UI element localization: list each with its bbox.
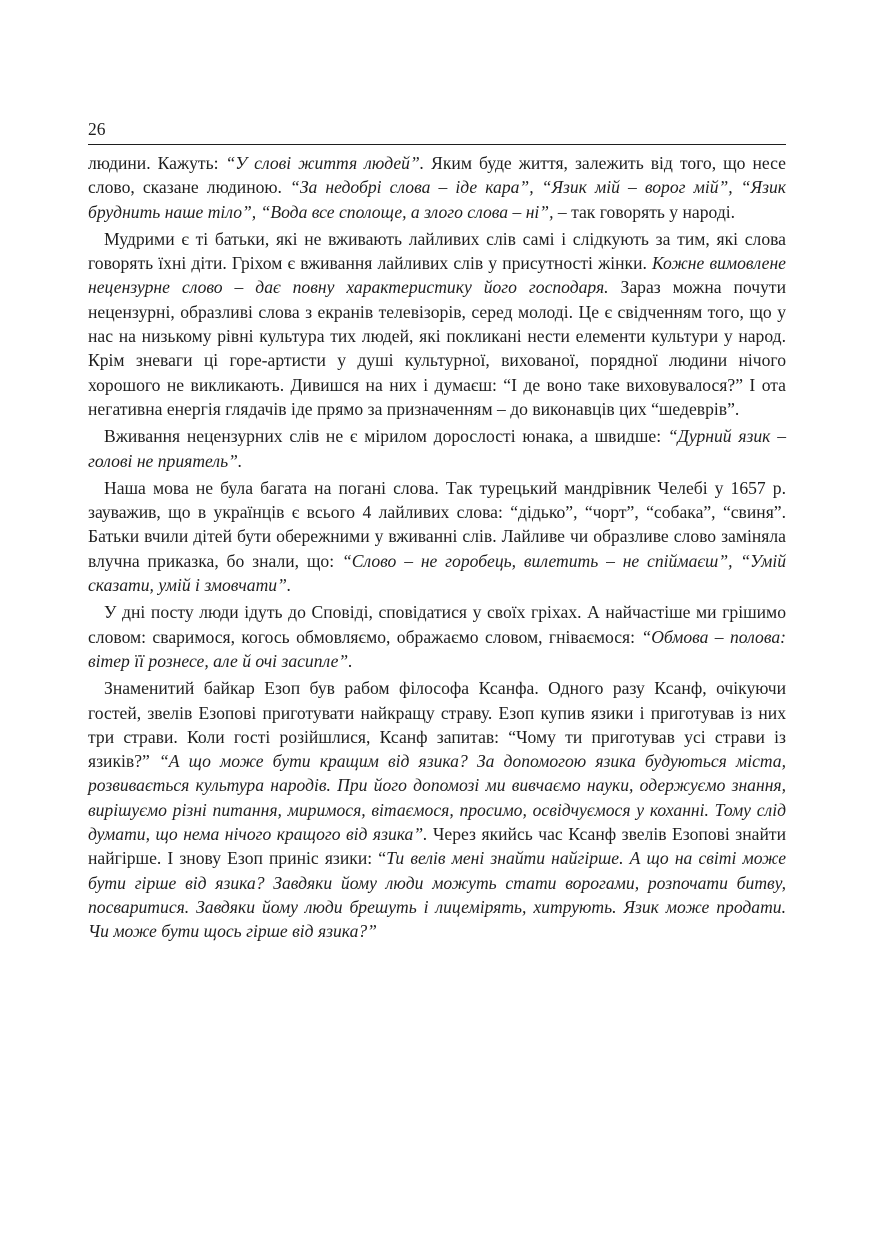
- paragraph: [88, 676, 786, 943]
- italic-quote: “Дурний язик – голові не приятель”.: [88, 426, 786, 471]
- body-text: [88, 151, 786, 944]
- paragraph: [88, 151, 786, 224]
- italic-quote: “Слово – не горобець, вилетить – не спіймаєш”, “Умій сказати, умій і змовчати”.: [88, 550, 787, 596]
- italic-quote: “У слові життя людей”.: [225, 153, 425, 173]
- text-run: Через якийсь час Ксанф звелів Езопові знайти найгірше. І знову Езоп приніс язики: “: [88, 824, 786, 869]
- paragraph: [88, 600, 786, 673]
- book-page: [88, 118, 786, 944]
- page-number: 26: [88, 119, 106, 139]
- text-run: Зараз можна почути нецензурні, образливі слова з екранів телевізорів, серед молоді. Це є свідченням того, що у нас на низькому рівні культура тих людей, які покликані нести елементи культури у народ. Крім зневаги ці горе-артисти у душі культурної, вихованої, порядної людини нічого хорошого не викликають. Дивишся на них і думаєш: “І де воно таке виховувалося?” І ота негативна енергія глядачів іде прямо за призначенням – до виконавців цих “шедеврів”.: [88, 277, 786, 419]
- text-run: – так говорять у народі.: [553, 201, 736, 222]
- text-run: Яким буде життя, залежить від того, що несе слово, сказане людиною.: [88, 153, 786, 198]
- italic-quote: “Обмова – полова: вітер її рознесе, але й очі засипле”.: [88, 626, 786, 671]
- italic-quote: “За недобрі слова – іде кара”, “Язик мій – ворог мій”, “Язик бруднить наше тіло”, “Вода все сполоще, а злого слова – ні”,: [88, 177, 787, 222]
- text-run: Вживання нецензурних слів не є мірилом дорослості юнака, а швидше:: [104, 426, 668, 447]
- text-run: У дні посту люди ідуть до Сповіді, сповідатися у своїх гріхах. А найчастіше ми грішимо словом: сваримося, когось обмовляємо, ображаємо словом, гніваємося:: [88, 602, 786, 647]
- header-rule: [88, 144, 786, 145]
- paragraph: [88, 476, 786, 597]
- italic-quote: Кожне вимовлене нецензурне слово – дає повну характеристику його господаря.: [88, 253, 786, 298]
- paragraph: [88, 424, 786, 473]
- text-run: людини. Кажуть:: [88, 153, 226, 173]
- text-run: Знаменитий байкар Езоп був рабом філософа Ксанфа. Одного разу Ксанф, очікуючи гостей, звелів Езопові приготувати найкращу страву. Езоп купив язики і приготував із них три страви. Коли гості розійшлися, Ксанф запитав: “Чому ти приготував усі страви із язиків?”: [88, 678, 786, 772]
- paragraph: [88, 227, 786, 421]
- text-run: Мудрими є ті батьки, які не вживають лайливих слів самі і слідкують за тим, які слова говорять їхні діти. Гріхом є вживання лайливих слів у присутності жінки.: [88, 228, 786, 274]
- italic-quote: Ти велів мені знайти найгірше. А що на світі може бути гірше від язика? Завдяки йому люди можуть стати ворогами, розпочати битву, посваритися. Завдяки йому люди брешуть і лицемірять, хитрують. Язик може продати. Чи може бути щось гірше від язика?”: [88, 848, 786, 942]
- italic-quote: “А що може бути кращим від язика? За допомогою язика будуються міста, розвивається культура народів. При його допомозі ми вивчаємо науки, одержуємо знання, вирішуємо різні питання, миримося, вітаємося, просимо, освідчуємося у коханні. Тому слід думати, що нема нічого кращого від язика”.: [88, 751, 787, 845]
- text-run: Наша мова не була багата на погані слова. Так турецький мандрівник Челебі у 1657 р. зауважив, що в українців є всього 4 лайливих слова: “дідько”, “чорт”, “собака”, “свиня”. Батьки вчили дітей бути обережними у вживанні слів. Лайливе чи образливе слово заміняла влучна приказка, бо знали, що:: [88, 477, 786, 571]
